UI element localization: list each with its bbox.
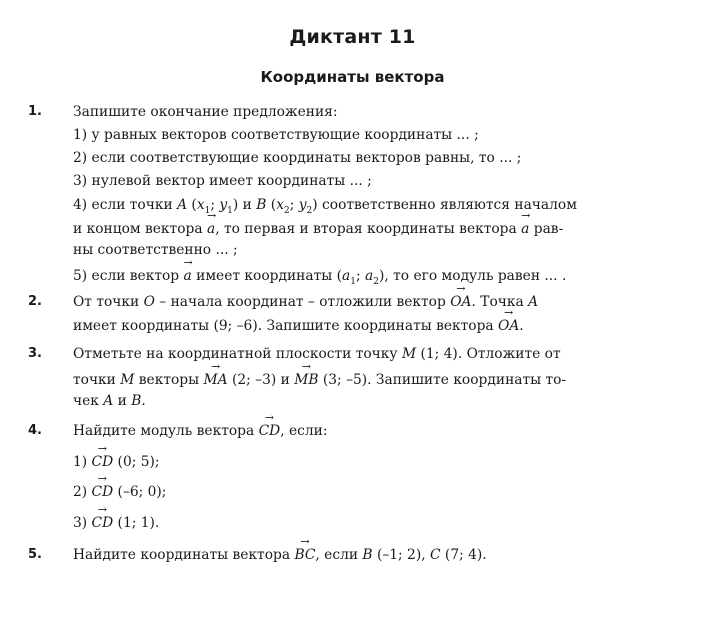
task-3-number: 3. <box>28 346 42 361</box>
task-1-line-1: Запишите окончание предложения: <box>73 104 338 120</box>
task-1-line-2: 1) у равных векторов соответствующие координаты ... ; <box>73 127 479 143</box>
task-3-line-3: чек A и B. <box>73 393 146 409</box>
task-3-line-1: Отметьте на координатной плоскости точку M (1; 4). Отложите от <box>73 346 561 362</box>
task-1-line-6: и концом вектора → a, то первая и вторая координаты вектора → a рав- <box>73 221 683 237</box>
task-4-number: 4. <box>28 423 42 438</box>
task-1-number: 1. <box>28 104 42 119</box>
task-1-line-8: 5) если вектор → a имеет координаты ($a_1$; $a_2$), то его модуль равен ... . <box>73 268 683 287</box>
task-4-item-1: 1) → CD (0; 5); <box>73 454 683 470</box>
task-2-line-2: имеет координаты (9; –6). Запишите координаты вектора → OA. <box>73 318 683 334</box>
task-2-number: 2. <box>28 294 42 309</box>
task-2-line-1: От точки O – начала координат – отложили вектор → OA. Точка A <box>73 294 683 310</box>
task-3-line-2: точки M векторы → MA (2; –3) и → MB (3; –5). Запишите координаты то- <box>73 372 683 388</box>
task-5-number: 5. <box>28 547 42 562</box>
task-4-item-3: 3) → CD (1; 1). <box>73 515 683 531</box>
page-title: Диктант 11 <box>289 26 416 48</box>
task-1-line-7: ны соответственно ... ; <box>73 242 238 258</box>
task-4-item-2: 2) → CD (–6; 0); <box>73 484 683 500</box>
task-4-line-1: Найдите модуль вектора → CD, если: <box>73 423 683 439</box>
task-1-line-4: 3) нулевой вектор имеет координаты ... ; <box>73 173 372 189</box>
task-1-line-5: 4) если точки A ($x_1$; $y_1$) и B ($x_2$; $y_2$) соответственно являются началом <box>73 197 577 216</box>
task-1-line-3: 2) если соответствующие координаты векторов равны, то ... ; <box>73 150 522 166</box>
task-5-line-1: Найдите координаты вектора → BC, если B (–1; 2), C (7; 4). <box>73 547 683 563</box>
page-subtitle: Координаты вектора <box>260 68 445 86</box>
